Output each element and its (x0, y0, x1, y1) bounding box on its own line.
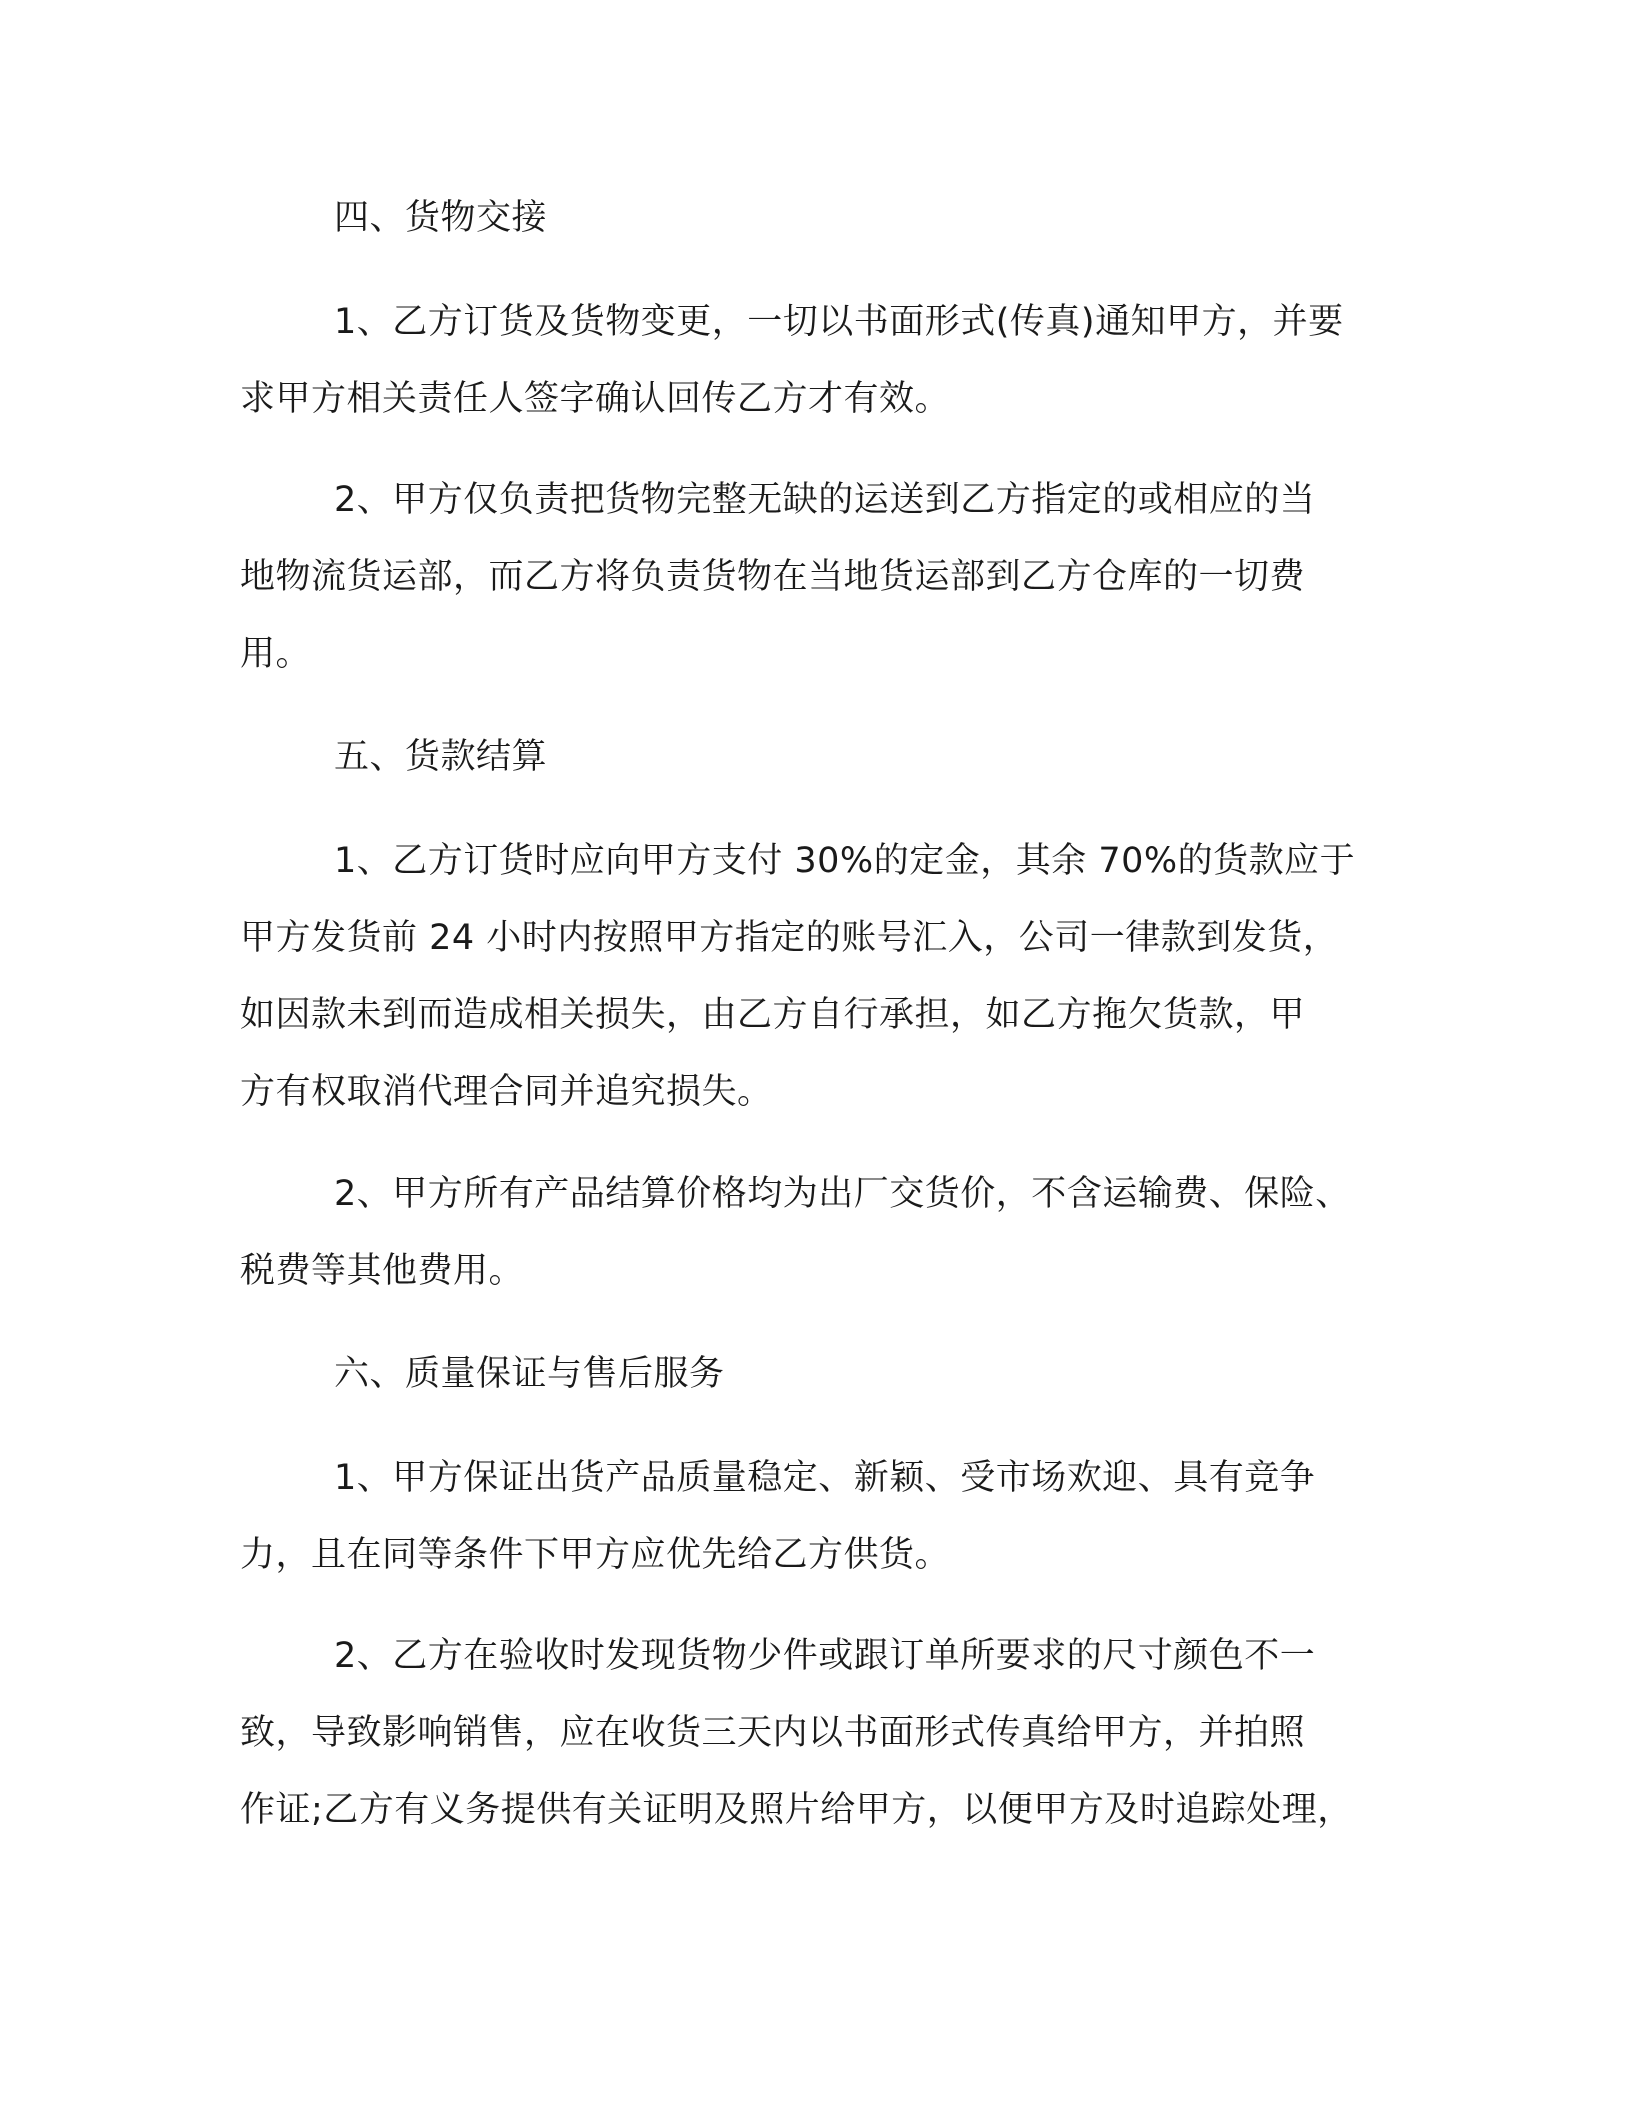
paragraph-line: 如因款未到而造成相关损失，由乙方自行承担，如乙方拖欠货款，甲 (240, 995, 1306, 1035)
paragraph-line: 2、乙方在验收时发现货物少件或跟订单所要求的尺寸颜色不一 (334, 1636, 1316, 1676)
paragraph-line: 方有权取消代理合同并追究损失。 (240, 1072, 773, 1112)
paragraph-line: 致，导致影响销售，应在收货三天内以书面形式传真给甲方，并拍照 (240, 1713, 1306, 1753)
section-heading-goods-handover: 四、货物交接 (334, 198, 548, 238)
paragraph-line: 2、甲方仅负责把货物完整无缺的运送到乙方指定的或相应的当 (334, 480, 1316, 520)
paragraph-line: 1、乙方订货及货物变更，一切以书面形式(传真)通知甲方，并要 (334, 302, 1344, 342)
paragraph-line: 1、甲方保证出货产品质量稳定、新颖、受市场欢迎、具有竞争 (334, 1458, 1316, 1498)
paragraph-line: 作证;乙方有义务提供有关证明及照片给甲方，以便甲方及时追踪处理， (240, 1790, 1353, 1830)
paragraph-line: 地物流货运部，而乙方将负责货物在当地货运部到乙方仓库的一切费 (240, 557, 1306, 597)
paragraph-line: 用。 (240, 634, 312, 674)
paragraph-line: 求甲方相关责任人签字确认回传乙方才有效。 (240, 379, 951, 419)
section-heading-quality-after-sales: 六、质量保证与售后服务 (334, 1354, 725, 1394)
section-heading-payment-settlement: 五、货款结算 (334, 737, 548, 777)
paragraph-line: 甲方发货前 24 小时内按照甲方指定的账号汇入，公司一律款到发货， (240, 918, 1339, 958)
paragraph-line: 税费等其他费用。 (240, 1251, 525, 1291)
paragraph-line: 1、乙方订货时应向甲方支付 30%的定金，其余 70%的货款应于 (334, 841, 1356, 881)
paragraph-line: 2、甲方所有产品结算价格均为出厂交货价，不含运输费、保险、 (334, 1174, 1351, 1214)
paragraph-line: 力，且在同等条件下甲方应优先给乙方供货。 (240, 1535, 951, 1575)
